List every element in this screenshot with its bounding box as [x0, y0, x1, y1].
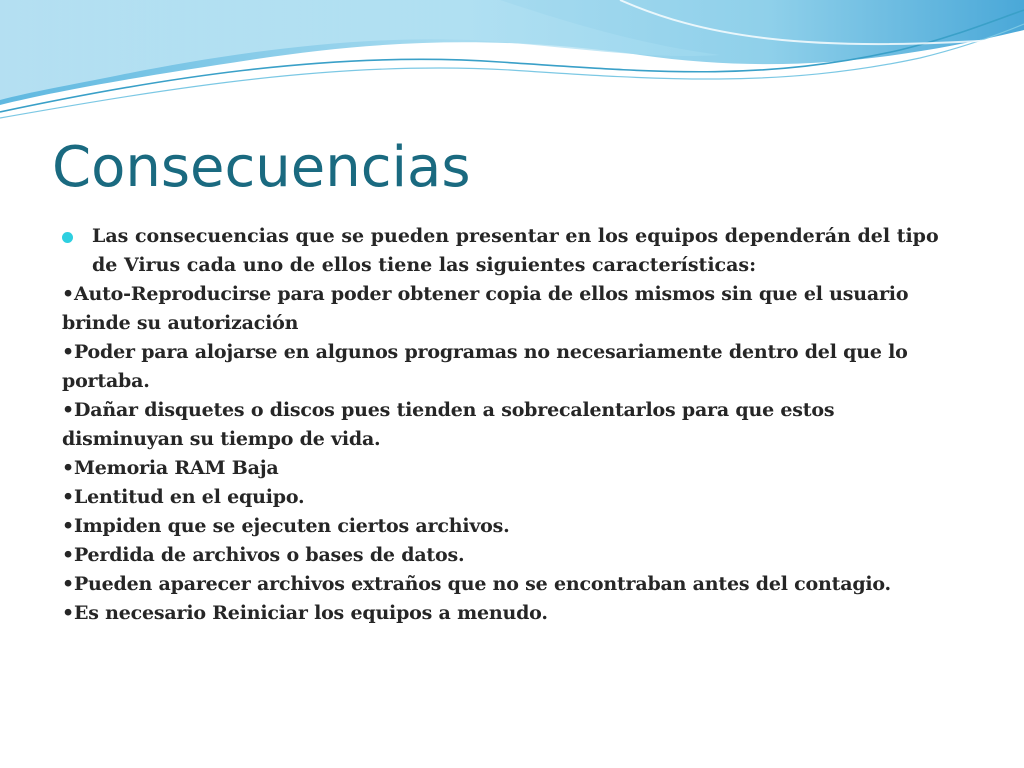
list-item: •Auto-Reproducirse para poder obtener copia de ellos mismos sin que el usuario brinde su autorización: [62, 283, 909, 334]
intro-text: Las consecuencias que se pueden presentar en los equipos dependerán del tipo de Virus cada uno de ellos tiene las siguientes características:: [92, 225, 939, 276]
bullet-dot-icon: [62, 232, 73, 243]
list-item: •Dañar disquetes o discos pues tienden a sobrecalentarlos para que estos disminuyan su tiempo de vida.: [62, 399, 835, 450]
list-item: •Impiden que se ejecuten ciertos archivos.: [62, 515, 510, 537]
slide-content: [62, 222, 962, 628]
list-item: •Pueden aparecer archivos extraños que no se encontraban antes del contagio.: [62, 573, 891, 595]
intro-paragraph: [62, 222, 962, 280]
list-item: •Es necesario Reiniciar los equipos a menudo.: [62, 602, 548, 624]
list-item: •Lentitud en el equipo.: [62, 486, 305, 508]
header-wave-decoration: [0, 0, 1024, 130]
list-item: •Memoria RAM Baja: [62, 457, 279, 479]
slide-title: Consecuencias: [52, 135, 471, 200]
list-item: •Perdida de archivos o bases de datos.: [62, 544, 465, 566]
list-item: •Poder para alojarse en algunos programas no necesariamente dentro del que lo portaba.: [62, 341, 908, 392]
